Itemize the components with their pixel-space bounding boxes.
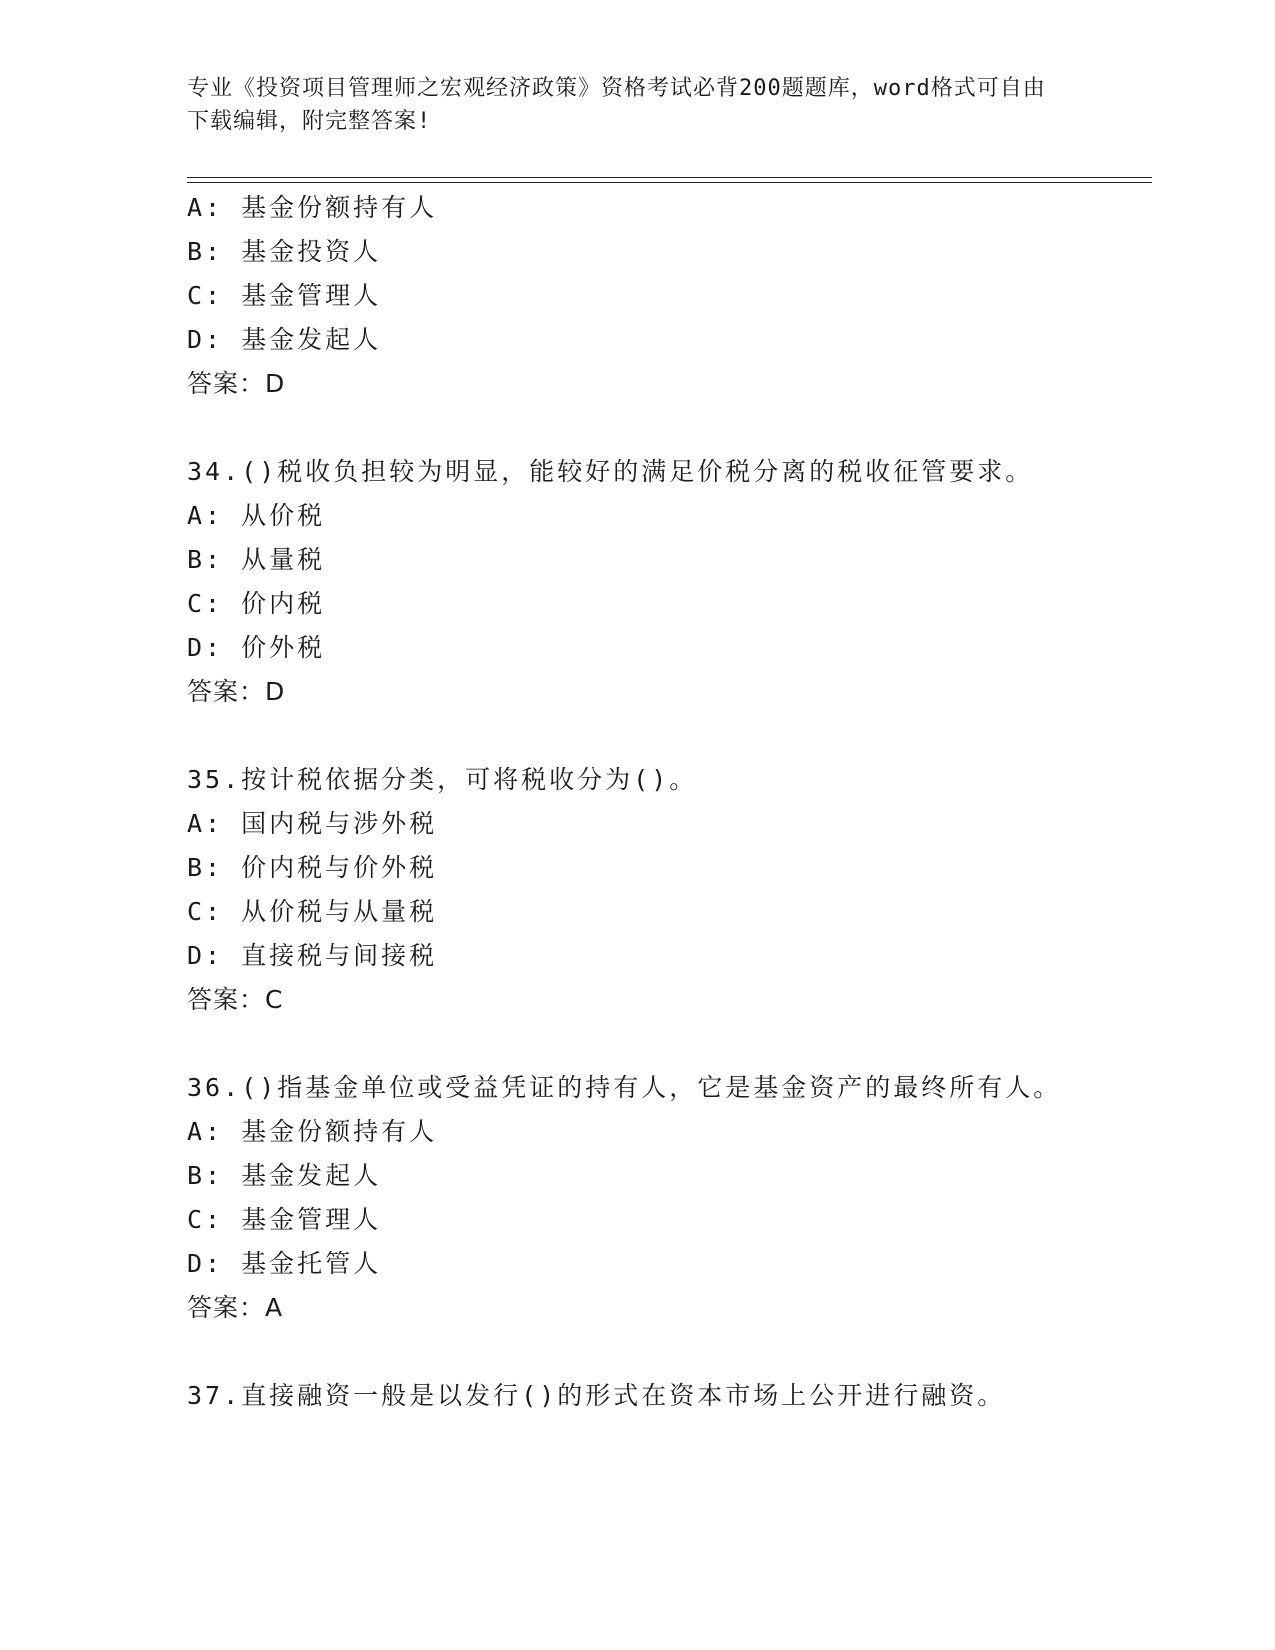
q37-question: 37.直接融资一般是以发行()的形式在资本市场上公开进行融资。 xyxy=(187,1381,1006,1410)
document-header: 专业《投资项目管理师之宏观经济政策》资格考试必背200题题库，word格式可自由下载编辑，附完整答案! xyxy=(187,76,1046,134)
q34-option-a: A: 从价税 xyxy=(187,501,326,530)
q36-option-d: D: 基金托管人 xyxy=(187,1249,382,1278)
q34-option-c: C: 价内税 xyxy=(187,589,326,618)
header-divider-top xyxy=(187,177,1152,178)
q36-option-a: A: 基金份额持有人 xyxy=(187,1117,438,1146)
q33-option-b: B: 基金投资人 xyxy=(187,237,382,266)
q34-option-d: D: 价外税 xyxy=(187,633,326,662)
header-divider-bottom xyxy=(187,182,1152,183)
q34-answer: 答案：D xyxy=(187,677,286,706)
q33-option-c: C: 基金管理人 xyxy=(187,281,382,310)
q35-question: 35.按计税依据分类，可将税收分为()。 xyxy=(187,765,698,794)
q34-option-b: B: 从量税 xyxy=(187,545,326,574)
q34-question: 34.()税收负担较为明显，能较好的满足价税分离的税收征管要求。 xyxy=(187,457,1034,486)
q33-answer: 答案：D xyxy=(187,369,286,398)
q33-option-a: A: 基金份额持有人 xyxy=(187,193,438,222)
q33-option-d: D: 基金发起人 xyxy=(187,325,382,354)
q36-option-b: B: 基金发起人 xyxy=(187,1161,382,1190)
q35-option-b: B: 价内税与价外税 xyxy=(187,853,438,882)
q35-option-d: D: 直接税与间接税 xyxy=(187,941,438,970)
q36-question: 36.()指基金单位或受益凭证的持有人，它是基金资产的最终所有人。 xyxy=(187,1073,1062,1102)
q35-option-c: C: 从价税与从量税 xyxy=(187,897,438,926)
q35-option-a: A: 国内税与涉外税 xyxy=(187,809,438,838)
q36-answer: 答案：A xyxy=(187,1293,284,1322)
q36-option-c: C: 基金管理人 xyxy=(187,1205,382,1234)
q35-answer: 答案：C xyxy=(187,985,284,1014)
